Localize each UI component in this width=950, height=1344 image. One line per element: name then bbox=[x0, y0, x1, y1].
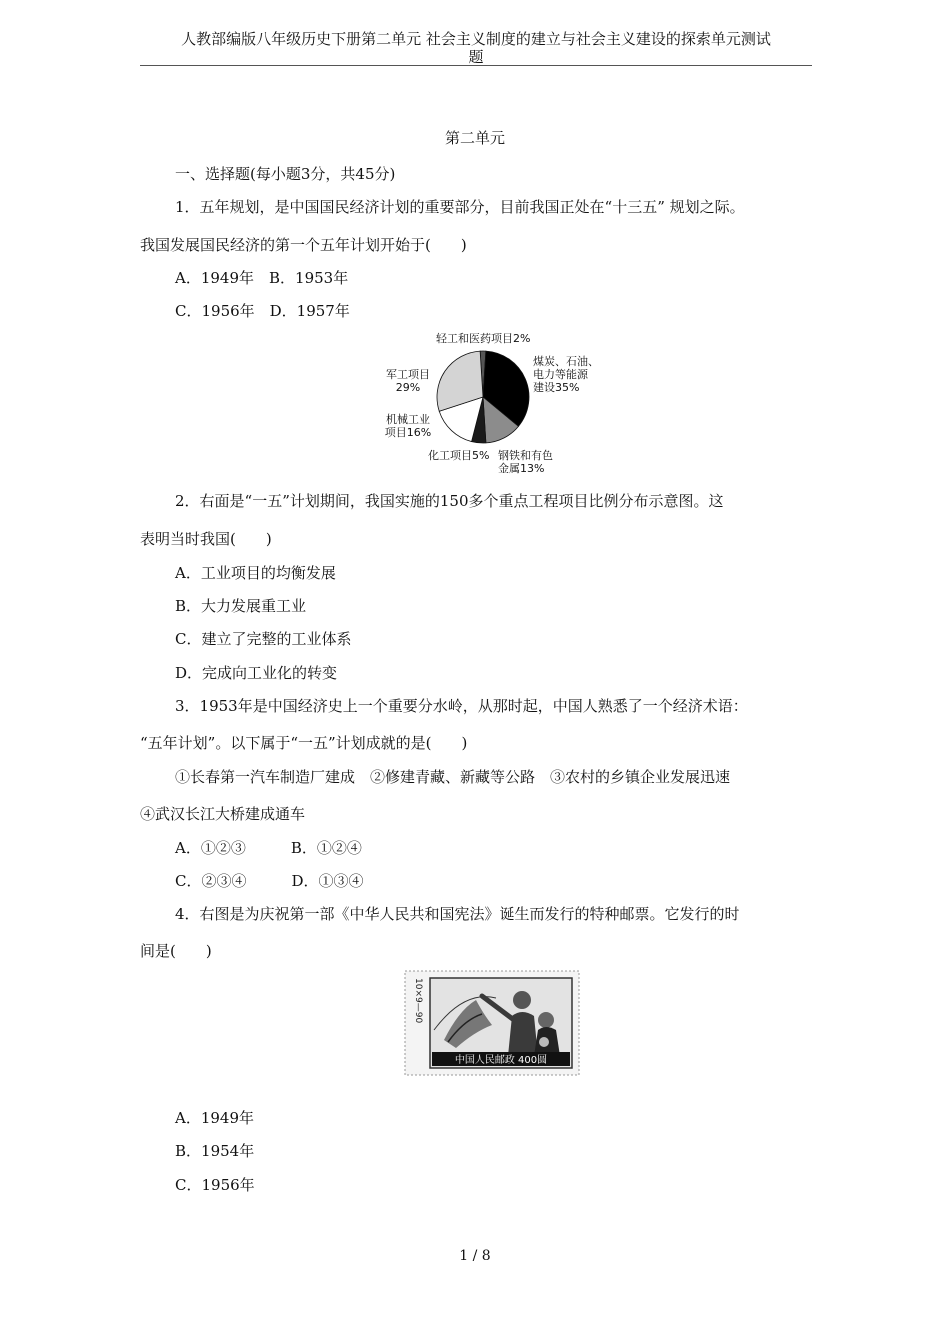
q2-stem-line2: 表明当时我国( ) bbox=[140, 530, 272, 548]
pie-label-1-0: 煤炭、石油、 bbox=[533, 355, 599, 368]
section-heading: 一、选择题(每小题3分，共45分) bbox=[175, 165, 396, 183]
q2-stem-line1: 2．右面是“一五”计划期间，我国实施的150多个重点工程项目比例分布示意图。这 bbox=[175, 492, 724, 510]
q2-option-b: B．大力发展重工业 bbox=[175, 597, 307, 615]
header-divider bbox=[140, 65, 812, 66]
pie-label-0-0: 轻工和医药项目2% bbox=[436, 332, 531, 345]
q3-items-line1: ①长春第一汽车制造厂建成 ②修建青藏、新藏等公路 ③农村的乡镇企业发展迅速 bbox=[175, 768, 731, 786]
pie-label-4-0: 机械工业 bbox=[386, 413, 430, 426]
q4-stem-line2: 间是( ) bbox=[140, 942, 212, 960]
q1-stem-line1: 1．五年规划，是中国国民经济计划的重要部分，目前我国正处在“十三五” 规划之际。 bbox=[175, 198, 745, 216]
q4-option-c: C．1956年 bbox=[175, 1176, 255, 1194]
pie-label-5-0: 军工项目 bbox=[386, 368, 430, 381]
unit-title: 第二单元 bbox=[444, 129, 505, 147]
q1-options-line1: A．1949年 B．1953年 bbox=[175, 269, 349, 287]
q3-options-line2: C．②③④ D．①③④ bbox=[175, 872, 364, 890]
stamp-side-text: 10×9—90 bbox=[413, 978, 423, 1024]
q4-option-b: B．1954年 bbox=[175, 1142, 255, 1160]
project-distribution-chart bbox=[370, 328, 620, 478]
pie-label-2-0: 钢铁和有色 bbox=[498, 449, 553, 462]
q4-option-a: A．1949年 bbox=[175, 1109, 255, 1127]
pie-label-1-1: 电力等能源 bbox=[533, 368, 588, 381]
q1-stem-line2: 我国发展国民经济的第一个五年计划开始于( ) bbox=[140, 236, 467, 254]
pie-label-3-0: 化工项目5% bbox=[428, 449, 490, 462]
q2-option-a: A．工业项目的均衡发展 bbox=[175, 564, 336, 582]
pie-label-4-1: 项目16% bbox=[384, 426, 432, 439]
q3-items-line2: ④武汉长江大桥建成通车 bbox=[140, 805, 306, 823]
q3-stem-line2: “五年计划”。以下属于“一五”计划成就的是( ) bbox=[140, 734, 468, 752]
stamp-bottom-text: 中国人民邮政 400圆 bbox=[454, 1055, 548, 1066]
pie-label-1-2: 建设35% bbox=[533, 381, 580, 394]
constitution-stamp-image bbox=[404, 970, 580, 1076]
page-number: 1 / 8 bbox=[459, 1248, 491, 1264]
header-title-line2: 题 bbox=[468, 48, 484, 66]
pie-label-5-1: 29% bbox=[395, 381, 421, 394]
q2-option-d: D．完成向工业化的转变 bbox=[175, 664, 338, 682]
q4-stem-line1: 4．右图是为庆祝第一部《中华人民共和国宪法》诞生而发行的特种邮票。它发行的时 bbox=[175, 905, 740, 923]
header-title-line1: 人教部编版八年级历史下册第二单元 社会主义制度的建立与社会主义建设的探索单元测试 bbox=[181, 30, 771, 48]
q2-option-c: C．建立了完整的工业体系 bbox=[175, 630, 352, 648]
document-header bbox=[140, 30, 812, 66]
q1-options-line2: C．1956年 D．1957年 bbox=[175, 302, 350, 320]
pie-label-2-1: 金属13% bbox=[498, 462, 545, 475]
q3-options-line1: A．①②③ B．①②④ bbox=[175, 839, 362, 857]
pie-chart-svg bbox=[370, 328, 620, 478]
q3-stem-line1: 3．1953年是中国经济史上一个重要分水岭，从那时起，中国人熟悉了一个经济术语： bbox=[175, 697, 748, 715]
stamp-svg bbox=[404, 970, 580, 1076]
